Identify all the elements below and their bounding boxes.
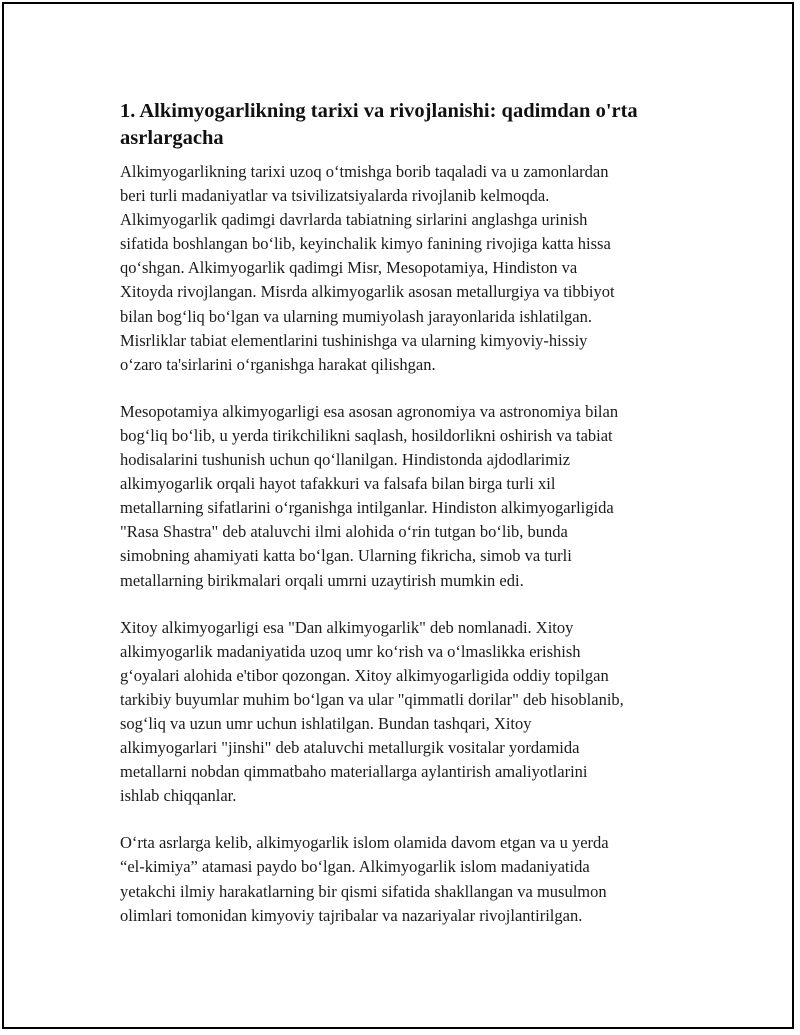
paragraph-china: Xitoy alkimyogarligi esa "Dan alkimyogarlik" deb nomlanadi. Xitoy alkimyogarlik madaniyatida uzoq umr ko‘rish va o‘lmaslikka erishish g‘oyalari alohida e'tibor qozongan. Xitoy alkimyogarligida oddiy topilgan tarkibiy buyumlar muhim bo‘lgan va ular "qimmatli dorilar" deb hisoblanib, sog‘liq va uzun umr uchun ishlatilgan. Bundan tashqari, Xitoy alkimyogarlari "jinshi" deb ataluvchi metallurgik vositalar yordamida metallarni nobdan qimmatbaho materiallarga aylantirish amaliyotlarini ishlab chiqqanlar. <box>120 617 624 806</box>
document-page <box>2 2 794 1029</box>
paragraph-middle-ages: O‘rta asrlarga kelib, alkimyogarlik islom olamida davom etgan va u yerda “el-kimiya” atamasi paydo bo‘lgan. Alkimyogarlik islom madaniyatida yetakchi ilmiy harakatlarning bir qismi sifatida shakllangan va musulmon olimlari tomonidan kimyoviy tajribalar va nazariyalar rivojlantirilgan. <box>120 833 609 925</box>
paragraph-mesopotamia-india: Mesopotamiya alkimyogarligi esa asosan agronomiya va astronomiya bilan bog‘liq bo‘lib, u yerda tirikchilikni saqlash, hosildorlikni oshirish va tabiat hodisalarini tushunish uchun qo‘llanilgan. Hindistonda ajdodlarimiz alkimyogarlik orqali hayot tafakkuri va falsafa bilan birga turli xil metallarning sifatlarini o‘rganishga intilganlar. Hindiston alkimyogarligida "Rasa Shastra" deb ataluvchi ilmi alohida o‘rin tutgan bo‘lib, bunda simobning ahamiyati katta bo‘lgan. Ularning fikricha, simob va turli metallarning birikmalari orqali umrni uzaytirish mumkin edi. <box>120 401 619 590</box>
section-heading: 1. Alkimyogarlikning tarixi va rivojlanishi: qadimdan o'rta asrlargacha <box>120 100 638 149</box>
document-body <box>120 98 688 951</box>
paragraph-history-intro: Alkimyogarlikning tarixi uzoq o‘tmishga borib taqaladi va u zamonlardan beri turli madaniyatlar va tsivilizatsiyalarda rivojlanib kelmoqda. Alkimyogarlik qadimgi davrlarda tabiatning sirlarini anglashga urinish sifatida boshlangan bo‘lib, keyinchalik kimyo fanining rivojiga katta hissa qo‘shgan. Alkimyogarlik qadimgi Misr, Mesopotamiya, Hindiston va Xitoyda rivojlangan. Misrda alkimyogarlik asosan metallurgiya va tibbiyot bilan bog‘liq bo‘lgan va ularning mumiyolash jarayonlarida ishlatilgan. Misrliklar tabiat elementlarini tushinishga va ularning kimyoviy-hissiy o‘zaro ta'sirlarini o‘rganishga harakat qilishgan. <box>120 162 615 374</box>
